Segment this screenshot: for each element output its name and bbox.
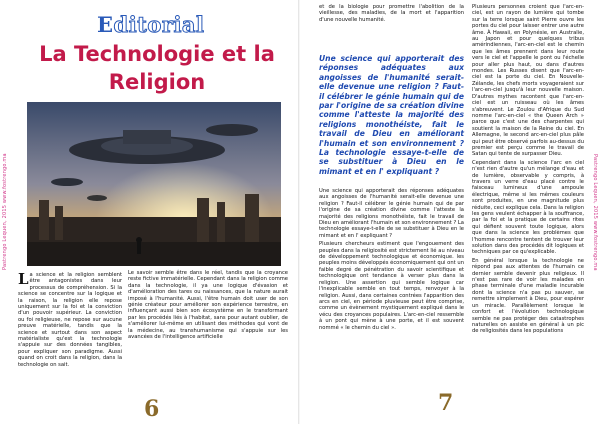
editorial-kicker: [97, 12, 205, 37]
right-column-1-bottom: [319, 188, 464, 333]
page-number-right: 7: [438, 390, 454, 416]
right-col2-para-3: En général lorsque la technologie ne répond pas aux attentes de l'humain ce dernier semble devenir plus religieux. Il n'est pas rare de voir les malades en phase terminale d'une maladie incurable dont la science n'a pas pu sauver, se remettre simplement à Dieu, pour espérer un miracle. Parallèlement lorsque le confort et l'évolution technologique semble ne pas protéger des catastrophes naturelles on assiste en général à un pic de religiosités dans les populations: [472, 257, 584, 335]
page-title: La Technologie et la Religion: [39, 42, 275, 94]
sidebar-credit-right: Pastrengo Lequen, 2015 www.fostrengo.ma: [592, 153, 598, 271]
sidebar-credit-left: Pastrengo Lequen, 2015 www.fostrengo.ma: [2, 153, 8, 271]
left-column-2-text: Le savoir semble être dans le réel, tandis que la croyance reste fictive immatérielle. Cependant dans la religion comme dans la technologie, il ya une logique d'évasion et d'amélioration des tares ou naissances, que la nature aurait imposé à l'humanité. Aussi, l'être humain doit user de son génie créateur pour améliorer son expérience terrestre, en influençant aussi bien son écosystème en le transformant par les procédés liés à l'habitat, sans pour autant oublier, de s'améliorer lui-même en utilisant des méthodes qui vont de la médecine, au transhumanisme qui s'appuie sur les avancées de l'intelligence artificielle: [128, 270, 288, 341]
pull-quote: Une science qui apporterait des réponses adéquates aux angoisses de l'humanité serait-elle devenue une religion ? Faut-il célébrer le génie humain qui de par l'origine de sa création divine comme l'atteste la majorité des religions monothéiste, fait le travail de Dieu en améliorant l'humain et son environnement ? La technologie essaye-t-elle de se substituer à Dieu en le mimant et en l' expliquant ?: [319, 54, 464, 176]
kicker-rest: ditorial: [113, 12, 205, 37]
right-column-1-top: [319, 4, 464, 25]
left-column-1-text: a science et la religion semblent être antagonistes dans leur processus de compréhension. Si la science se concentre sur la logique et la raison, la religion elle repose uniquement sur la foi et la conviction d'un pouvoir supérieur. La conviction ou foi religieuse, ne repose sur aucune preuve matérielle, tandis que la science et surtout dans son aspect matérialiste qu'est la technologie s'appuie sur des données tangibles, pour expliquer son paradigme. Aussi quand on croit dans la religion, dans la technologie on sait.: [18, 272, 122, 368]
right-col2-para-1: Plusieurs personnes croient que l'arc-en-ciel, est un rayon de lumière qui tombe sur la terre lorsque saint Pierre ouvre les portes du ciel pour laisser entrer une autre âme. À Hawaii, en Polynésie, en Australie, au Japon et pour quelques tribus amérindiennes, l'arc-en-ciel est le chemin que les âmes prennent dans leur route vers le ciel et l'appelle le pont ou l'échelle pour aller plus haut, ou dans d'autres mondes. Les Russes disent que l'arc-en-ciel est la porte du ciel. En Nouvelle-Zélande, les chefs morts voyageraient sur l'arc-en-ciel jusqu'à leur nouvelle maison. D'autres mythes racontent que l'arc-en-ciel est un ruisseau où les âmes s'abreuvent. Le Zoulou d'Afrique du Sud nomme l'arc-en-ciel « the Queen Arch » parce que c'est une des charpentes qui soutient la maison de la Reine du ciel. En Allemagne, le second arc-en-ciel plus pâle qui peut être observé parfois au-dessus du premier est perçu comme le travail de Satan qui tente de surpasser Dieu.: [472, 4, 584, 158]
right-col1-top-text: et de la biologie pour promettre l'abolition de la vieillesse, des maladies, de la mort et l'apparition d'une nouvelle humanité.: [319, 4, 464, 23]
right-col2-para-2: Cependant dans la science l'arc en ciel n'est rien d'autre qu'un mélange d'eau et de lumière, observable y compris, à travers un verre d'eau placé contre le faisceau lumineux d'une ampoule électrique, même si les mêmes couleurs sont produites, en une magnitude plus réduite, ceci explique cela. Dans la religion les gens veulent échapper à la souffrance, par la foi et la pratique de certains rites qui défient souvent toute logique, alors que dans la science les problèmes que l'homme rencontre tentent de trouver leur solution dans des procédés dit logiques et techniques par ce qu'explicable.: [472, 159, 584, 256]
right-column-2: [472, 4, 584, 337]
right-col1-para-1: Une science qui apporterait des réponses adéquates aux angoisses de l'humanité serait-elle devenue une religion ? Faut-il célébrer le génie humain qui de par l'origine de sa création divine comme l'atteste la majorité des religions monothéiste, fait le travail de Dieu en améliorant l'humain et son environnement ? La technologie essaye-t-elle de se substituer à Dieu en le mimant et en l' expliquant ?: [319, 188, 464, 239]
spaceships-over-city-image: [27, 102, 281, 266]
left-column-2: [128, 270, 288, 342]
page-number-left: 6: [144, 396, 160, 422]
left-column-1: [18, 272, 122, 368]
dropcap: L: [18, 270, 29, 288]
kicker-first-letter: E: [97, 12, 114, 37]
right-col1-para-2: Plusieurs chercheurs estiment que l'engouement des peuples dans la religiosité est strictement lié au niveau de développement technologique et économique. les peuples moins développés économiquement qui ont un faible degré de pénétration du savoir scientifique et technologique ont tendance à verser plus dans la religion. Une assertion qui semble logique car l'inexplicable semble en tout temps, renvoyer à la religion. Aussi, dans certaines contrées l'apparition des arcs en ciel, en période pluvieuse peut être comprise, comme un évènement mystiquement expliqué dans le vécu des croyances populaires. L'arc-en-ciel ressemble à un pont qui mène à une porte, et il est souvent nommé « le chemin du ciel ».: [319, 241, 464, 331]
